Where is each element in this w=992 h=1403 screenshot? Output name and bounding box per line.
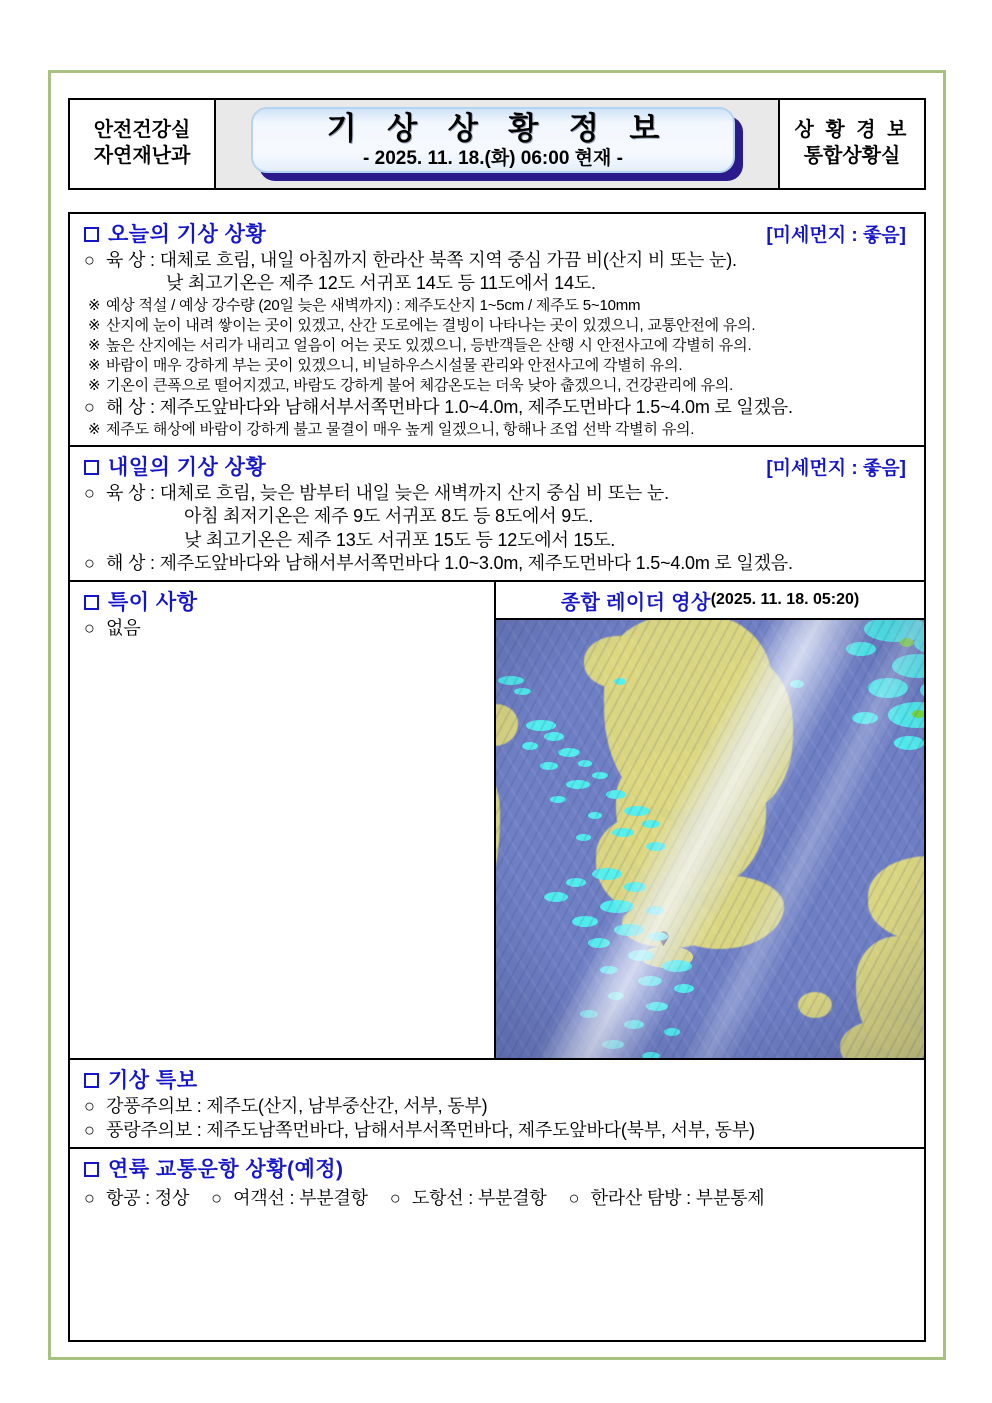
today-note-text: 바람이 매우 강하게 부는 곳이 있겠으니, 비닐하우스시설물 관리와 안전사고에 각별히 유의.: [106, 357, 683, 375]
alerts-heading: 기상 특보: [108, 1069, 198, 1093]
alerts-heading-row: [70, 1060, 924, 1095]
alert-row: [70, 1119, 924, 1147]
bullet-circle-icon: ○: [211, 1188, 223, 1209]
today-dust-badge: [미세먼지 : 좋음]: [766, 225, 906, 246]
asterisk-icon: ※: [88, 377, 101, 395]
department-line-2: 자연재난과: [93, 145, 191, 167]
tomorrow-sea-text: 해 상 : 제주도앞바다와 남해서부서쪽먼바다 1.0~3.0m, 제주도먼바다 1.5~4.0m 로 일겠음.: [106, 552, 793, 573]
bullet-circle-icon: ○: [84, 250, 95, 270]
checkbox-icon: [84, 227, 99, 242]
today-note-row: [70, 336, 924, 356]
today-note-text: 기온이 큰폭으로 떨어지겠고, 바람도 강하게 불어 체감온도는 더욱 낮아 춥겠으니, 건강관리에 유의.: [106, 377, 734, 395]
checkbox-icon: [84, 595, 99, 610]
section-special-notes: [70, 582, 496, 1058]
today-note-text: 산지에 눈이 내려 쌓이는 곳이 있겠고, 산간 도로에는 결빙이 나타나는 곳이 있겠으니, 교통안전에 유의.: [106, 316, 756, 334]
document-body: [68, 212, 926, 1342]
tomorrow-land-text-3: 낮 최고기온은 제주 13도 서귀포 15도 등 12도에서 15도.: [184, 529, 616, 550]
radar-vignette: [496, 620, 924, 1058]
section-transport-status: [70, 1147, 924, 1214]
special-heading-row: [70, 582, 494, 617]
transport-item-air: [84, 1184, 189, 1210]
transport-heading-row: [70, 1149, 924, 1184]
today-sea-text: 해 상 : 제주도앞바다와 남해서부서쪽먼바다 1.0~4.0m, 제주도먼바다 1.5~4.0m 로 일겠음.: [106, 397, 793, 418]
today-note-row: [70, 316, 924, 336]
composite-radar-image: [496, 620, 924, 1058]
special-item-row: [70, 617, 494, 640]
transport-item-hallasan: [569, 1184, 765, 1210]
asterisk-icon: ※: [88, 420, 101, 438]
today-sea-note-row: [70, 420, 924, 445]
transport-items-row: [70, 1184, 924, 1214]
checkbox-icon: [84, 1073, 99, 1088]
document-header: [68, 98, 926, 190]
bullet-circle-icon: ○: [84, 482, 95, 503]
asterisk-icon: ※: [88, 316, 101, 334]
title-banner-face: [251, 107, 735, 173]
today-heading-row: [70, 214, 924, 249]
bullet-circle-icon: ○: [84, 552, 95, 573]
today-sea-note-text: 제주도 해상에 바람이 강하게 불고 물결이 매우 높게 일겠으니, 항해나 조업 선박 각별히 유의.: [106, 420, 695, 438]
today-note-row: [70, 376, 924, 396]
bullet-circle-icon: ○: [389, 1188, 401, 1209]
transport-heading: 연륙 교통운항 상황(예정): [108, 1158, 344, 1182]
tomorrow-heading: 내일의 기상 상황: [108, 455, 267, 479]
today-land-line: [70, 249, 924, 272]
tomorrow-land-text-2: 아침 최저기온은 제주 9도 서귀포 8도 등 8도에서 9도.: [184, 506, 594, 527]
department-line-1: 안전건강실: [93, 119, 191, 142]
tomorrow-sea-line: [70, 552, 924, 580]
today-note-text: 예상 적설 / 예상 강수량 (20일 늦은 새벽까지) : 제주도산지 1~5cm / 제주도 5~10mm: [106, 296, 641, 314]
section-today-weather: [70, 214, 924, 445]
tomorrow-land-line-3: [70, 529, 924, 552]
special-item-text: 없음: [106, 618, 141, 639]
today-land-text-2: 낮 최고기온은 제주 12도 서귀포 14도 등 11도에서 14도.: [166, 273, 596, 294]
header-title-banner-area: [216, 100, 778, 188]
tomorrow-heading-row: [70, 447, 924, 482]
transport-item-island-boat-text: 도항선 : 부분결항: [411, 1188, 547, 1209]
office-line-1: 상 황 경 보: [794, 119, 910, 142]
transport-item-air-text: 항공 : 정상: [106, 1188, 190, 1209]
transport-item-island-boat: [390, 1184, 547, 1210]
asterisk-icon: ※: [88, 296, 101, 314]
radar-panel: [496, 582, 924, 1058]
asterisk-icon: ※: [88, 357, 101, 375]
tomorrow-land-line: [70, 482, 924, 505]
today-sea-line: [70, 396, 924, 419]
title-banner: [251, 107, 743, 181]
transport-item-hallasan-text: 한라산 탐방 : 부분통제: [590, 1188, 765, 1209]
tomorrow-dust-badge: [미세먼지 : 좋음]: [766, 457, 906, 479]
tomorrow-land-line-2: [70, 505, 924, 528]
bullet-circle-icon: ○: [84, 618, 95, 639]
bullet-circle-icon: ○: [84, 1188, 95, 1209]
office-line-2: 통합상황실: [803, 145, 901, 167]
page-title: 기 상 상 황 정 보: [326, 110, 671, 146]
today-land-text: 육 상 : 대체로 흐림, 내일 아침까지 한라산 북쪽 지역 중심 가끔 비(산지 비 또는 눈).: [106, 250, 737, 270]
transport-item-ferry-text: 여객선 : 부분결항: [233, 1188, 368, 1209]
section-tomorrow-weather: [70, 445, 924, 581]
today-note-text: 높은 산지에는 서리가 내리고 얼음이 어는 곳도 있겠으니, 등반객들은 산행 시 안전사고에 각별히 유의.: [106, 336, 752, 354]
header-left-department: [70, 100, 216, 188]
today-note-row: [70, 296, 924, 316]
checkbox-icon: [84, 460, 99, 475]
checkbox-icon: [84, 1162, 99, 1177]
alert-row: [70, 1095, 924, 1118]
radar-timestamp: (2025. 11. 18. 05:20): [710, 591, 860, 609]
bullet-circle-icon: ○: [84, 397, 95, 418]
page-subtitle-datetime: - 2025. 11. 18.(화) 06:00 현재 -: [363, 147, 623, 169]
today-heading: 오늘의 기상 상황: [108, 223, 267, 246]
radar-title-row: [496, 582, 924, 620]
alert-text-wind: 강풍주의보 : 제주도(산지, 남부중산간, 서부, 동부): [106, 1096, 488, 1117]
tomorrow-land-text: 육 상 : 대체로 흐림, 늦은 밤부터 내일 늦은 새벽까지 산지 중심 비 또는 눈.: [106, 482, 669, 503]
special-heading: 특이 사항: [108, 591, 198, 615]
radar-title: 종합 레이더 영상: [560, 591, 711, 614]
today-note-row: [70, 356, 924, 376]
today-land-line-2: [70, 272, 924, 295]
bullet-circle-icon: ○: [84, 1119, 95, 1140]
section-special-and-radar: [70, 580, 924, 1058]
transport-item-ferry: [211, 1184, 368, 1210]
bullet-circle-icon: ○: [568, 1188, 580, 1209]
section-weather-alerts: [70, 1058, 924, 1147]
alert-text-waves: 풍랑주의보 : 제주도남쪽먼바다, 남해서부서쪽먼바다, 제주도앞바다(북부, 서부, 동부): [106, 1119, 755, 1140]
header-right-office: [778, 100, 924, 188]
bullet-circle-icon: ○: [84, 1096, 95, 1117]
asterisk-icon: ※: [88, 336, 101, 354]
